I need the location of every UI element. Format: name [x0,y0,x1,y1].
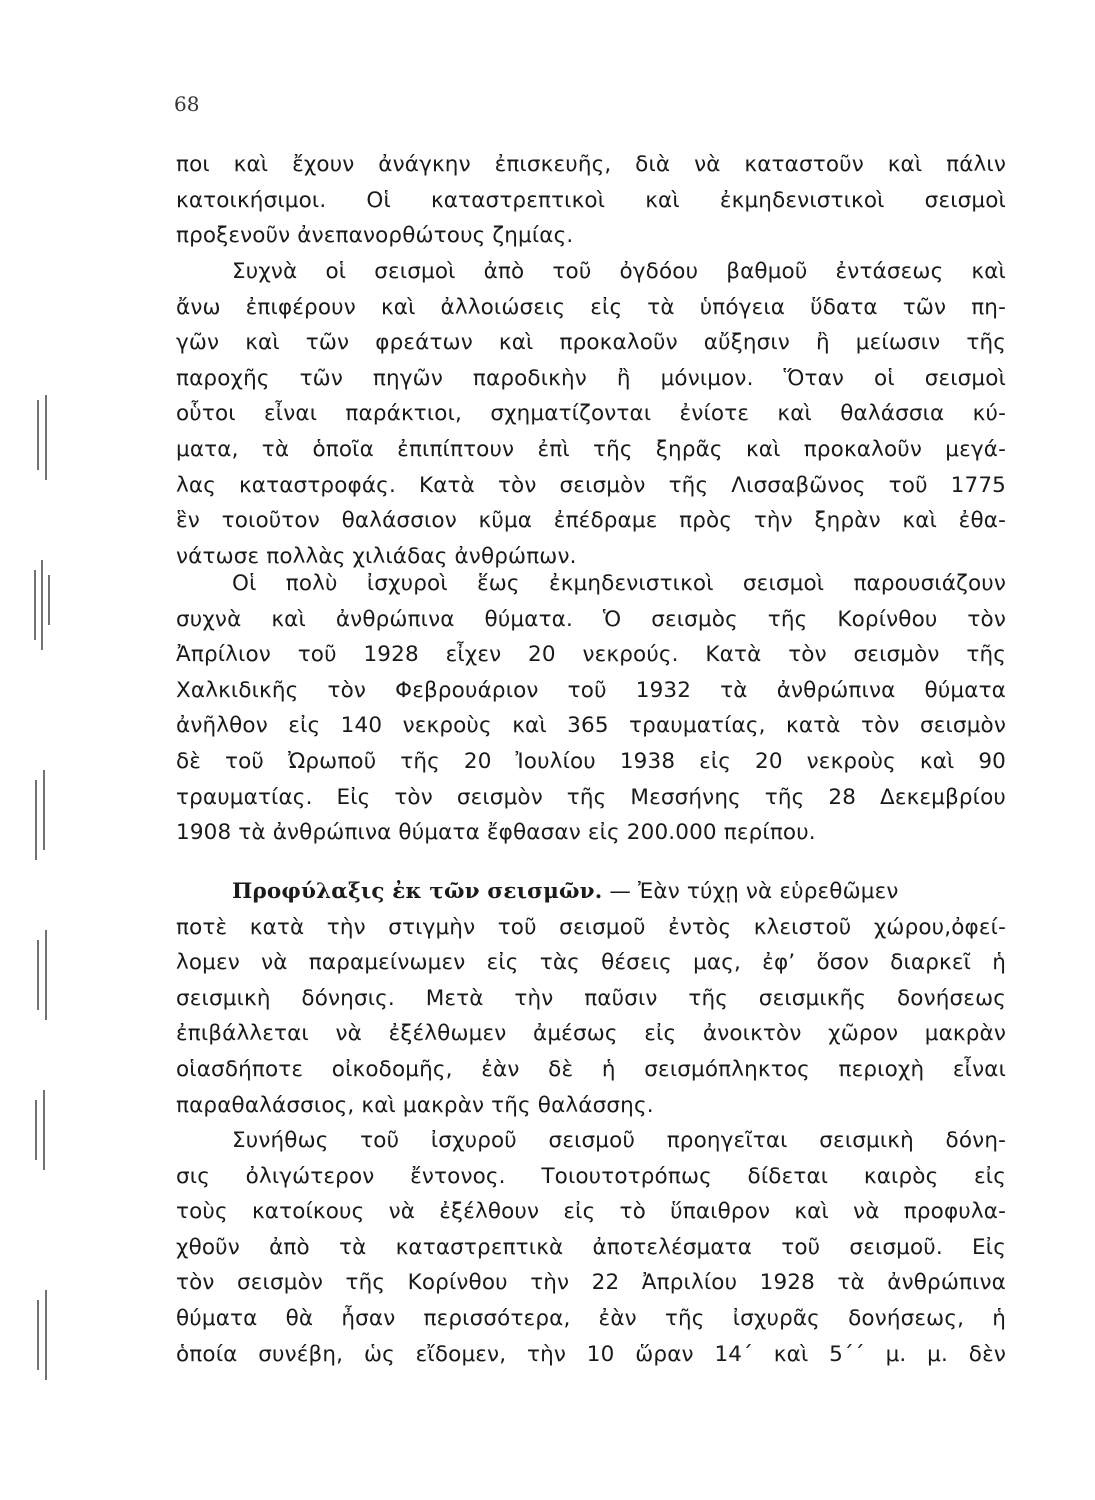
text-line: 1908 τὰ ἀνθρώπινα θύματα ἔφθασαν εἰς 200.000 περίπου. [176,820,816,846]
paragraph-coastal-effects [176,254,1006,574]
text-line: ὁποία συνέβη, ὡς εἴδομεν, τὴν 10 ὥραν 14΄ καὶ 5΄΄ μ. μ. δὲν [176,1341,1006,1367]
text-line: ποτὲ κατὰ τὴν στιγμὴν τοῦ σεισμοῦ ἐντὸς κλειστοῦ χώρου,ὀφεί- [176,914,1006,940]
text-line: ἀνῆλθον εἰς 140 νεκροὺς καὶ 365 τραυματίας, κατὰ τὸν σεισμὸν [176,713,1006,739]
paragraph-foreshocks [176,1123,1006,1372]
text-line: Ἀπρίλιον τοῦ 1928 εἶχεν 20 νεκρούς. Κατὰ τὸν σεισμὸν τῆς [176,642,1006,668]
text-line: ματα, τὰ ὁποῖα ἐπιπίπτουν ἐπὶ τῆς ξηρᾶς καὶ προκαλοῦν μεγά- [176,436,1006,462]
text-line: συχνὰ καὶ ἀνθρώπινα θύματα. Ὁ σεισμὸς τῆς Κορίνθου τὸν [176,606,1006,632]
text-line: παραθαλάσσιος, καὶ μακρὰν τῆς θαλάσσης. [176,1092,654,1118]
text-line: σις ὀλιγώτερον ἔντονος. Τοιουτοτρόπως δίδεται καιρὸς εἰς [176,1163,1006,1189]
text-line: οὗτοι εἶναι παράκτιοι, σχηματίζονται ἐνίοτε καὶ θαλάσσια κύ- [176,401,1006,427]
text-line: ἓν τοιοῦτον θαλάσσιον κῦμα ἐπέδραμε πρὸς τὴν ξηρὰν καὶ ἐθα- [176,508,1006,534]
paragraph-continuation [176,147,1006,254]
text-line: νάτωσε πολλὰς χιλιάδας ἀνθρώπων. [176,543,577,569]
text-line [176,874,1006,910]
text-line: Χαλκιδικῆς τὸν Φεβρουάριον τοῦ 1932 τὰ ἀνθρώπινα θύματα [176,677,1006,703]
text-line: λομεν νὰ παραμείνωμεν εἰς τὰς θέσεις μας, ἐφ’ ὅσον διαρκεῖ ἡ [176,950,1006,976]
text-line: παροχῆς τῶν πηγῶν παροδικὴν ἢ μόνιμον. Ὅταν οἱ σεισμοὶ [176,365,1006,391]
text-line: προξενοῦν ἀνεπανορθώτους ζημίας. [176,223,574,249]
text-line: θύματα θὰ ἦσαν περισσότερα, ἐὰν τῆς ἰσχυρᾶς δονήσεως, ἡ [176,1305,1006,1331]
heading-continuation: — Ἐὰν τύχῃ νὰ εὑρεθῶμεν [602,879,899,904]
text-line: ἄνω ἐπιφέρουν καὶ ἀλλοιώσεις εἰς τὰ ὑπόγεια ὕδατα τῶν πη- [176,294,1006,320]
text-line: δὲ τοῦ Ὠρωποῦ τῆς 20 Ἰουλίου 1938 εἰς 20 νεκροὺς καὶ 90 [176,748,1006,774]
text-line: χθοῦν ἀπὸ τὰ καταστρεπτικὰ ἀποτελέσματα τοῦ σεισμοῦ. Εἰς [176,1234,1006,1260]
binding-edge-marks [0,0,60,1500]
text-line: τοὺς κατοίκους νὰ ἐξέλθουν εἰς τὸ ὕπαιθρον καὶ νὰ προφυλα- [176,1199,1006,1225]
text-line: Συχνὰ οἱ σεισμοὶ ἀπὸ τοῦ ὀγδόου βαθμοῦ ἐντάσεως καὶ [232,259,1006,284]
text-line: κατοικήσιμοι. Οἱ καταστρεπτικοὶ καὶ ἐκμηδενιστικοὶ σεισμοὶ [176,187,1006,213]
paragraph-casualties [176,566,1006,851]
text-line: οἱασδήποτε οἰκοδομῆς, ἐὰν δὲ ἡ σεισμόπληκτος περιοχὴ εἶναι [176,1056,1006,1082]
text-line: σεισμικὴ δόνησις. Μετὰ τὴν παῦσιν τῆς σεισμικῆς δονήσεως [176,985,1006,1011]
page-number: 68 [174,92,200,116]
text-line: τὸν σεισμὸν τῆς Κορίνθου τὴν 22 Ἀπριλίου 1928 τὰ ἀνθρώπινα [176,1270,1006,1296]
text-line: λας καταστροφάς. Κατὰ τὸν σεισμὸν τῆς Λισσαβῶνος τοῦ 1775 [176,472,1006,498]
text-line: ποι καὶ ἔχουν ἀνάγκην ἐπισκευῆς, διὰ νὰ καταστοῦν καὶ πάλιν [176,152,1006,177]
text-line: Συνήθως τοῦ ἰσχυροῦ σεισμοῦ προηγεῖται σεισμικὴ δόνη- [232,1128,1006,1153]
text-line: ἐπιβάλλεται νὰ ἐξέλθωμεν ἀμέσως εἰς ἀνοικτὸν χῶρον μακρὰν [176,1021,1006,1047]
text-line: γῶν καὶ τῶν φρεάτων καὶ προκαλοῦν αὔξησιν ἢ μείωσιν τῆς [176,330,1006,356]
text-line: Οἱ πολὺ ἰσχυροὶ ἕως ἐκμηδενιστικοὶ σεισμοὶ παρουσιάζουν [232,571,1006,596]
section-heading: Προφύλαξις ἐκ τῶν σεισμῶν. [232,879,603,904]
text-line: τραυματίας. Εἰς τὸν σεισμὸν τῆς Μεσσήνης τῆς 28 Δεκεμβρίου [176,784,1006,810]
paragraph-protection [176,874,1006,1123]
